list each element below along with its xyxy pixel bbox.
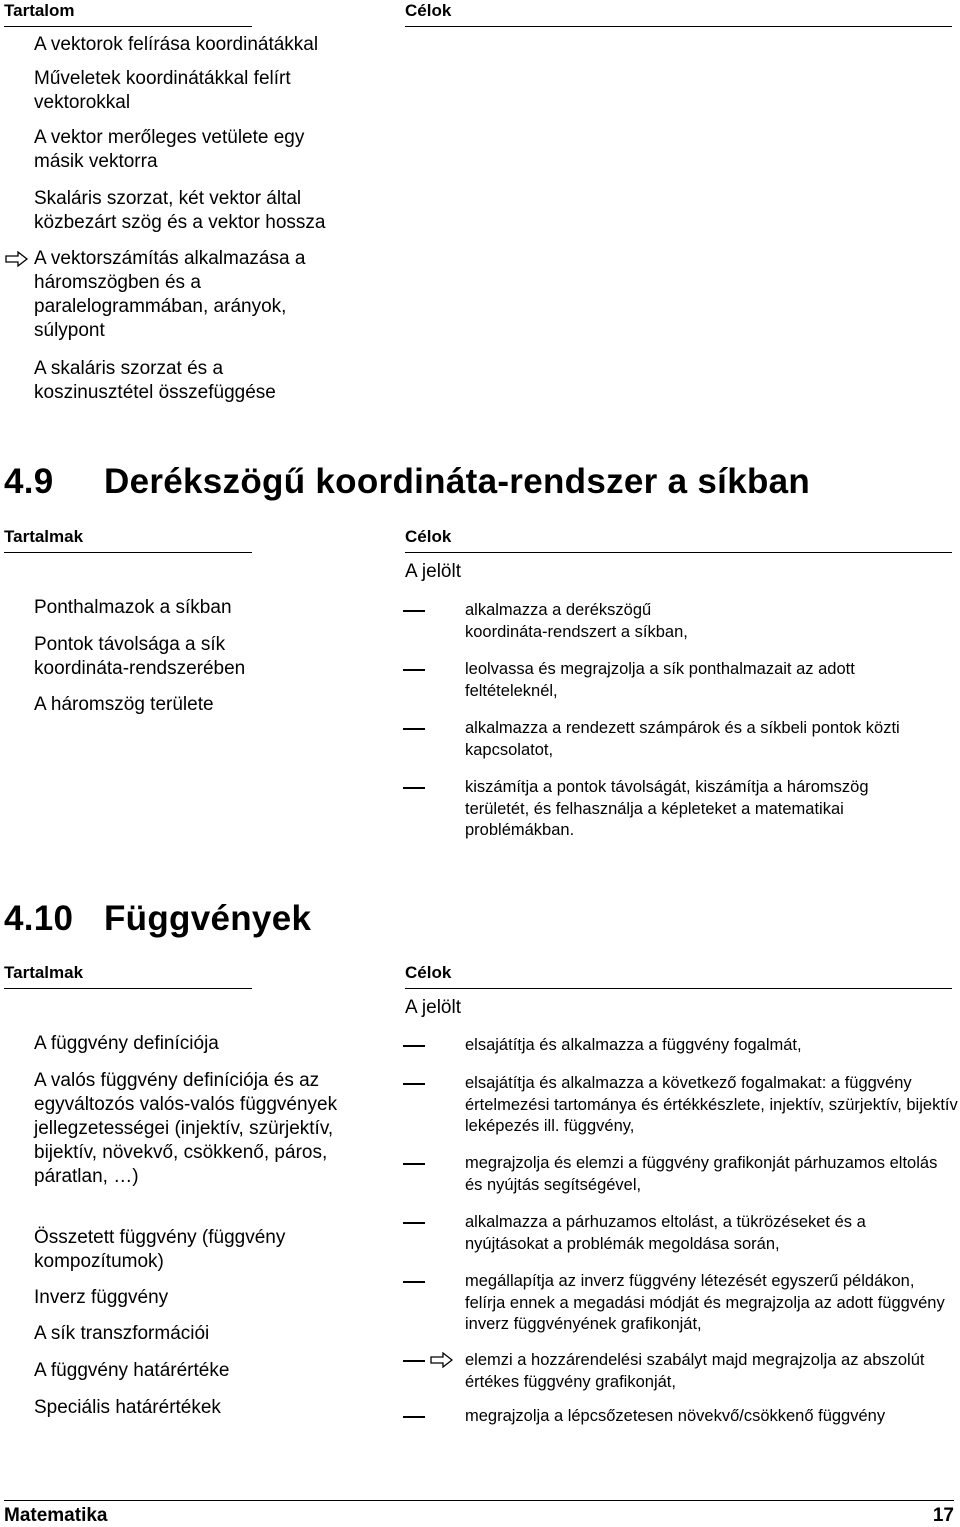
s49-goal-item: alkalmazza a derékszögű koordináta-rendszert a síkban, bbox=[465, 601, 688, 641]
s49-goal-item: kiszámítja a pontok távolságát, kiszámítja a háromszög területét, és felhasználja a képleteket a matematikai problémákban. bbox=[465, 778, 869, 839]
s410-goal-item: megrajzolja és elemzi a függvény grafikonját párhuzamos eltolás és nyújtás segítségével, bbox=[465, 1154, 938, 1194]
s410-content-item: Inverz függvény bbox=[34, 1287, 169, 1308]
outline-right-arrow-icon bbox=[5, 251, 29, 267]
footer-rule bbox=[4, 1500, 954, 1501]
s49-content-item: Pontok távolsága a sík koordináta-rendszerében bbox=[34, 634, 246, 679]
s49-col2-rule bbox=[405, 552, 952, 553]
top-col2-header: Célok bbox=[405, 1, 452, 20]
dash-bullet bbox=[403, 1281, 425, 1283]
s49-col1-rule bbox=[4, 552, 252, 553]
top-col2-rule bbox=[405, 26, 952, 27]
s410-col1-rule bbox=[4, 988, 252, 989]
dash-bullet bbox=[403, 1360, 425, 1362]
dash-bullet bbox=[403, 1163, 425, 1165]
s410-content-item: A sík transzformációi bbox=[34, 1323, 210, 1344]
s49-goal-item: alkalmazza a rendezett számpárok és a síkbeli pontok közti kapcsolatot, bbox=[465, 719, 900, 759]
top-content-item: A vektorszámítás alkalmazása a háromszögben és a paralelogrammában, arányok, súlypont bbox=[34, 248, 306, 341]
dash-bullet bbox=[403, 787, 425, 789]
s410-col2-header: Célok bbox=[405, 963, 452, 982]
s49-content-item: Ponthalmazok a síkban bbox=[34, 597, 232, 618]
s410-goal-item: elemzi a hozzárendelési szabályt majd megrajzolja az abszolút értékes függvény grafikonját, bbox=[465, 1351, 925, 1391]
s410-content-item: Összetett függvény (függvény kompozítumok) bbox=[34, 1227, 286, 1272]
outline-right-arrow-icon bbox=[430, 1352, 454, 1368]
top-col1-header: Tartalom bbox=[4, 1, 75, 20]
dash-bullet bbox=[403, 728, 425, 730]
s410-goal-item: elsajátítja és alkalmazza a függvény fogalmát, bbox=[465, 1036, 802, 1054]
footer-subject: Matematika bbox=[4, 1505, 108, 1526]
section-number: 4.9 bbox=[4, 462, 54, 501]
s410-content-item: A függvény definíciója bbox=[34, 1033, 219, 1054]
s410-content-item: Speciális határértékek bbox=[34, 1397, 221, 1418]
section-heading: Függvények bbox=[104, 899, 312, 938]
dash-bullet bbox=[403, 1045, 425, 1047]
dash-bullet bbox=[403, 1222, 425, 1224]
top-content-item: Skaláris szorzat, két vektor által közbezárt szög és a vektor hossza bbox=[34, 188, 326, 233]
footer-page-number: 17 bbox=[932, 1505, 954, 1526]
top-col1-rule bbox=[4, 26, 252, 27]
s49-goal-item: leolvassa és megrajzolja a sík ponthalmazait az adott feltételeknél, bbox=[465, 660, 855, 700]
goal-intro: A jelölt bbox=[405, 561, 461, 582]
top-content-item: A skaláris szorzat és a koszinusztétel összefüggése bbox=[34, 358, 276, 403]
s410-goal-item: megállapítja az inverz függvény létezését egyszerű példákon, felírja ennek a megadási módját és megrajzolja az adott függvény inverz függvényének grafikonját, bbox=[465, 1272, 945, 1333]
s49-col1-header: Tartalmak bbox=[4, 527, 84, 546]
s410-content-item: A valós függvény definíciója és az egyváltozós valós-valós függvények jellegzetességei (injektív, szürjektív, bijektív, növekvő, csökkenő, páros, páratlan, …) bbox=[34, 1070, 338, 1187]
s410-goal-item: megrajzolja a lépcsőzetesen növekvő/csökkenő függvény bbox=[465, 1407, 886, 1425]
section-4-9-title bbox=[4, 462, 810, 502]
s410-content-item: A függvény határértéke bbox=[34, 1360, 230, 1381]
section-number: 4.10 bbox=[4, 899, 74, 938]
top-content-item: A vektorok felírása koordinátákkal bbox=[34, 34, 319, 55]
s410-goal-item: elsajátítja és alkalmazza a következő fogalmakat: a függvény értelmezési tartománya és értékkészlete, injektív, szürjektív, bijektív leképezés ill. függvény, bbox=[465, 1074, 958, 1135]
dash-bullet bbox=[403, 610, 425, 612]
dash-bullet bbox=[403, 669, 425, 671]
s49-content-item: A háromszög területe bbox=[34, 694, 214, 715]
section-heading: Derékszögű koordináta-rendszer a síkban bbox=[104, 462, 811, 501]
top-content-item: A vektor merőleges vetülete egy másik vektorra bbox=[34, 127, 305, 172]
top-content-item: Műveletek koordinátákkal felírt vektorokkal bbox=[34, 68, 291, 113]
s410-goal-item: alkalmazza a párhuzamos eltolást, a tükrözéseket és a nyújtásokat a problémák megoldása során, bbox=[465, 1213, 866, 1253]
dash-bullet bbox=[403, 1416, 425, 1418]
s410-col1-header: Tartalmak bbox=[4, 963, 84, 982]
dash-bullet bbox=[403, 1083, 425, 1085]
goal-intro: A jelölt bbox=[405, 997, 461, 1018]
s410-col2-rule bbox=[405, 988, 952, 989]
section-4-10-title bbox=[4, 899, 311, 939]
s49-col2-header: Célok bbox=[405, 527, 452, 546]
